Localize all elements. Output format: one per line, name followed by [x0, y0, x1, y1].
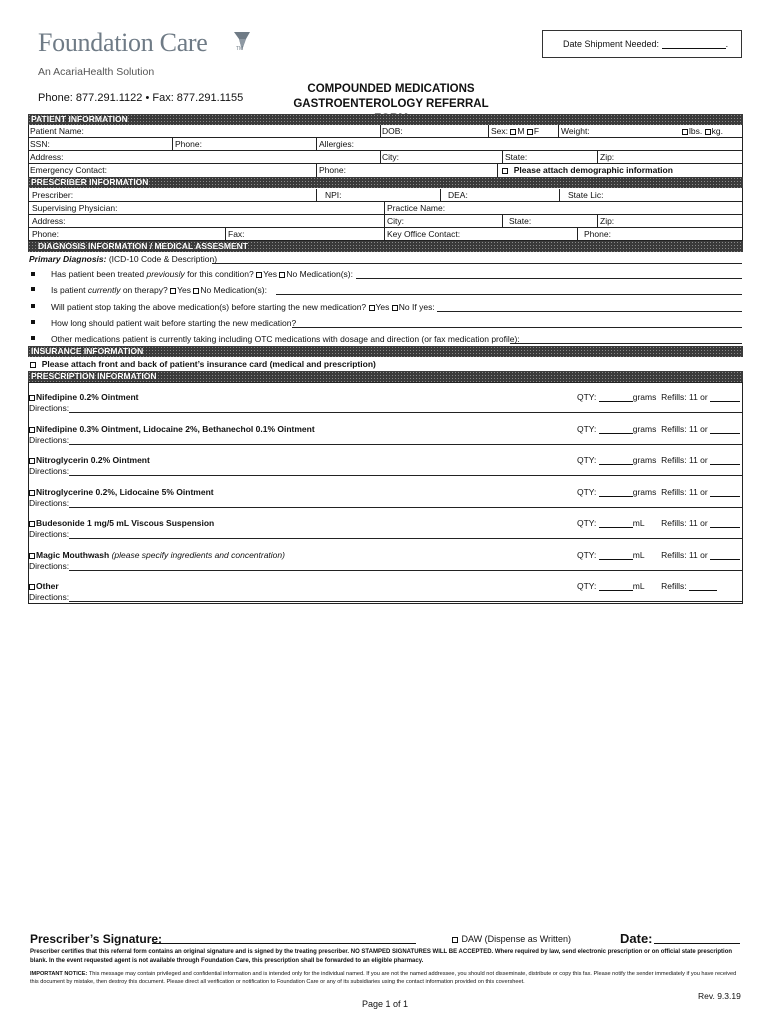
rx-refills-label: Refills: [661, 581, 687, 591]
q1-no-checkbox[interactable] [279, 272, 285, 278]
rx-refills-label: Refills: 11 or [661, 392, 708, 402]
q2-medications-line[interactable] [276, 294, 742, 295]
primary-diagnosis [29, 254, 217, 264]
patient-row-3 [28, 151, 743, 164]
patient-phone-label: Phone: [175, 139, 202, 149]
npi-label: NPI: [325, 190, 342, 200]
date-field[interactable] [654, 943, 740, 944]
rx-directions-line[interactable] [69, 507, 742, 508]
rx-item-name: Other [36, 581, 59, 591]
rx-refills-label: Refills: 11 or [661, 423, 708, 434]
rx-directions-label: Directions: [29, 466, 70, 476]
daw-checkbox[interactable] [452, 937, 458, 943]
q1-yes-checkbox[interactable] [256, 272, 262, 278]
rx-qty-label: QTY: [577, 486, 597, 497]
rx-directions-line[interactable] [69, 601, 742, 602]
rx-qty-field[interactable] [599, 456, 633, 465]
rx-refills-field[interactable] [689, 582, 717, 591]
signature-label: Prescriber’s Signature: [30, 932, 163, 946]
rx-qty-label: QTY: [577, 392, 597, 402]
emergency-phone-label: Phone: [319, 165, 346, 175]
kg-checkbox[interactable] [705, 129, 711, 135]
rx-unit: grams [632, 486, 657, 497]
emergency-contact-label: Emergency Contact: [30, 165, 108, 175]
rx-directions-label: Directions: [29, 434, 70, 445]
rx-item-checkbox[interactable] [29, 395, 35, 401]
attach-demographic-note: Please attach demographic information [502, 165, 673, 175]
prescriber-row-1 [28, 189, 743, 202]
prescriber-label: Prescriber: [32, 190, 74, 200]
rx-qty-refills [577, 550, 740, 560]
date-shipment-box: Date Shipment Needed: . [542, 30, 742, 58]
rx-item-name: Magic Mouthwash [36, 549, 110, 560]
phone-fax: Phone: 877.291.1122 • Fax: 877.291.1155 [38, 92, 244, 104]
rx-refills-label: Refills: 11 or [661, 518, 708, 528]
prescriber-city-label: City: [387, 216, 404, 226]
form-title-line1: COMPOUNDED MEDICATIONS [307, 83, 475, 95]
rx-unit: mL [632, 581, 645, 591]
rx-qty-refills [577, 518, 740, 528]
rx-refills-field[interactable] [710, 393, 740, 402]
rx-refills-field[interactable] [710, 551, 740, 560]
question-current-therapy: Is patient currently on therapy? Yes No Medication(s): [51, 285, 267, 295]
patient-section-title: PATIENT INFORMATION [31, 114, 128, 124]
prescriber-fax-label: Fax: [228, 229, 245, 239]
rx-item-6 [29, 550, 285, 560]
supervising-physician-label: Supervising Physician: [32, 203, 118, 213]
rx-item-checkbox[interactable] [29, 584, 35, 590]
rx-item-checkbox[interactable] [29, 521, 35, 527]
sex-field: Sex: M F [491, 126, 540, 136]
question-stop-medication: Will patient stop taking the above medication(s) before starting the new medication? Yes No If yes: [51, 302, 435, 312]
rx-item-7 [29, 581, 59, 591]
patient-section-header [28, 114, 743, 125]
patient-row-4 [28, 164, 743, 177]
sex-f-checkbox[interactable] [527, 129, 533, 135]
rx-qty-refills [577, 424, 740, 434]
rx-item-1 [29, 392, 139, 402]
rx-item-checkbox[interactable] [29, 490, 35, 496]
question-previous-treatment: Has patient been treated previously for this condition? Yes No Medication(s): [51, 269, 353, 279]
rx-directions-label: Directions: [29, 497, 70, 508]
company-logo-text: Foundation Care [38, 28, 208, 57]
rx-directions-line[interactable] [69, 444, 742, 445]
q3-no-checkbox[interactable] [392, 305, 398, 311]
patient-state-label: State: [505, 152, 528, 162]
insurance-section-header [28, 346, 743, 357]
rx-directions-label: Directions: [29, 403, 70, 413]
patient-row-1 [28, 125, 743, 138]
key-office-contact-label: Key Office Contact: [387, 229, 461, 239]
insurance-attach-checkbox[interactable] [30, 362, 36, 368]
important-notice: IMPORTANT NOTICE: This message may contain privileged and confidential information and is intended only for the individual named. If you are not the named addressee, you should not disseminate, distribute or copy this fax. Please notify the sender immediately if you have received this document by mistake, then destroy this document. Please direct all verification or notification to Foundation Care or any of its subsidiaries using the contact information provided on this coversheet. [30, 971, 737, 985]
diagnosis-section-header [28, 241, 743, 252]
form-title-line2: GASTROENTEROLOGY REFERRAL [293, 98, 489, 110]
bullet-icon [31, 304, 35, 308]
rx-item-name: Nitroglycerine 0.2%, Lidocaine 5% Ointment [36, 486, 214, 497]
rx-directions-line[interactable] [69, 538, 742, 539]
rx-qty-label: QTY: [577, 549, 597, 560]
rx-directions-line[interactable] [69, 570, 742, 571]
rx-directions-label: Directions: [29, 592, 70, 602]
logo-trademark: TM [236, 46, 244, 52]
rx-qty-field[interactable] [599, 582, 633, 591]
logo-subtitle: An AcariaHealth Solution [38, 66, 155, 78]
q4-wait-line[interactable] [292, 327, 742, 328]
rx-unit: grams [632, 455, 657, 465]
allergies-label: Allergies: [319, 139, 354, 149]
q5-other-meds-line[interactable] [510, 343, 742, 344]
weight-units: lbs. kg. [682, 126, 723, 136]
weight-label: Weight: [561, 126, 590, 136]
primary-diagnosis-label: Primary Diagnosis: [29, 254, 107, 264]
patient-row-2 [28, 138, 743, 151]
date-shipment-label: Date Shipment Needed: [563, 39, 660, 49]
rx-unit: grams [632, 392, 657, 402]
rx-qty-label: QTY: [577, 581, 597, 591]
primary-diagnosis-line[interactable] [212, 263, 742, 264]
rx-item-3 [29, 455, 150, 465]
prescriber-section-header [28, 177, 743, 188]
rx-qty-field[interactable] [599, 393, 633, 402]
prescription-section-title: PRESCRIPTION INFORMATION [31, 371, 157, 381]
prescriber-row-4 [28, 228, 743, 241]
sex-m-checkbox[interactable] [510, 129, 516, 135]
prescriber-row-3 [28, 215, 743, 228]
rx-item-note: (please specify ingredients and concentration) [109, 549, 285, 560]
q2-yes-checkbox[interactable] [170, 288, 176, 294]
prescriber-row-2 [28, 202, 743, 215]
q3-if-yes-line[interactable] [437, 311, 742, 312]
rx-refills-label: Refills: 11 or [661, 549, 708, 560]
insurance-section-title: INSURANCE INFORMATION [31, 346, 144, 356]
rx-item-name: Nifedipine 0.3% Ointment, Lidocaine 2%, Bethanechol 0.1% Ointment [36, 423, 315, 434]
bullet-icon [31, 336, 35, 340]
rx-refills-label: Refills: 11 or [661, 455, 708, 465]
rx-refills-field[interactable] [710, 519, 740, 528]
rx-directions-label: Directions: [29, 529, 70, 539]
prescriber-section-title: PRESCRIBER INFORMATION [31, 177, 149, 187]
patient-name-label: Patient Name: [30, 126, 84, 136]
key-contact-phone-label: Phone: [584, 229, 611, 239]
q2-no-checkbox[interactable] [193, 288, 199, 294]
certification-text: Prescriber certifies that this referral form contains an original signature and is signed by the treating prescriber. NO STAMPED SIGNATURES WILL BE ACCEPTED. Where required by law, send electronic prescription or on official state prescription blank. In the event requested agent is not available through Foundation Care, this prescription shall be forwarded to an eligible pharmacy. [30, 949, 733, 964]
patient-city-label: City: [382, 152, 399, 162]
patient-address-label: Address: [30, 152, 64, 162]
prescriber-state-label: State: [509, 216, 532, 226]
rx-item-checkbox[interactable] [29, 553, 35, 559]
dea-label: DEA: [448, 190, 468, 200]
rx-item-name: Nitroglycerin 0.2% Ointment [36, 455, 150, 465]
bullet-icon [31, 272, 35, 276]
daw-option: DAW (Dispense as Written) [452, 934, 571, 944]
rx-qty-refills [577, 455, 740, 465]
rx-refills-label: Refills: 11 or [661, 486, 708, 497]
prescriber-address-label: Address: [32, 216, 66, 226]
q1-medications-line[interactable] [356, 278, 742, 279]
rx-qty-label: QTY: [577, 455, 597, 465]
prescriber-phone-label: Phone: [32, 229, 59, 239]
rx-directions-line[interactable] [69, 412, 742, 413]
q3-yes-checkbox[interactable] [369, 305, 375, 311]
prescriber-zip-label: Zip: [600, 216, 615, 226]
rx-item-checkbox[interactable] [29, 427, 35, 433]
rx-qty-refills [577, 392, 740, 402]
rx-item-5 [29, 518, 214, 528]
question-other-medications: Other medications patient is currently taking including OTC medications with dosage and direction (or fax medication profile): [51, 334, 520, 344]
date-shipment-field[interactable] [662, 40, 726, 49]
rx-unit: mL [632, 518, 645, 528]
rx-refills-field[interactable] [710, 425, 740, 434]
state-lic-label: State Lic: [568, 190, 604, 200]
rx-item-checkbox[interactable] [29, 458, 35, 464]
rx-item-name: Budesonide 1 mg/5 mL Viscous Suspension [36, 518, 215, 528]
attach-demographic-checkbox[interactable] [502, 168, 508, 174]
insurance-attach-note: Please attach front and back of patient’s insurance card (medical and prescription) [30, 359, 376, 369]
rx-item-4 [29, 487, 214, 497]
rx-qty-field[interactable] [599, 425, 633, 434]
rx-unit: mL [632, 549, 645, 560]
date-label: Date: [620, 931, 653, 946]
dob-label: DOB: [382, 126, 403, 136]
diagnosis-section-title: DIAGNOSIS INFORMATION / MEDICAL ASSESMENT [38, 241, 248, 251]
signature-field[interactable] [152, 943, 416, 944]
rx-qty-field[interactable] [599, 488, 633, 497]
rx-unit: grams [632, 423, 657, 434]
lbs-checkbox[interactable] [682, 129, 688, 135]
rx-qty-label: QTY: [577, 423, 597, 434]
rx-item-name: Nifedipine 0.2% Ointment [36, 392, 139, 402]
ssn-label: SSN: [30, 139, 50, 149]
rx-directions-label: Directions: [29, 560, 70, 571]
rx-qty-label: QTY: [577, 518, 597, 528]
rx-item-2 [29, 424, 315, 434]
bullet-icon [31, 287, 35, 291]
question-wait-time: How long should patient wait before starting the new medication? [51, 318, 297, 328]
revision: Rev. 9.3.19 [698, 991, 741, 1001]
primary-diagnosis-hint: (ICD-10 Code & Description) [106, 254, 218, 264]
rx-directions-line[interactable] [69, 475, 742, 476]
rx-qty-refills [577, 581, 717, 591]
bullet-icon [31, 320, 35, 324]
practice-name-label: Practice Name: [387, 203, 446, 213]
rx-refills-field[interactable] [710, 488, 740, 497]
prescription-section-header [28, 371, 743, 382]
patient-zip-label: Zip: [600, 152, 615, 162]
rx-refills-field[interactable] [710, 456, 740, 465]
rx-qty-refills [577, 487, 740, 497]
rx-qty-field[interactable] [599, 519, 633, 528]
page-number: Page 1 of 1 [361, 999, 409, 1009]
rx-qty-field[interactable] [599, 551, 633, 560]
